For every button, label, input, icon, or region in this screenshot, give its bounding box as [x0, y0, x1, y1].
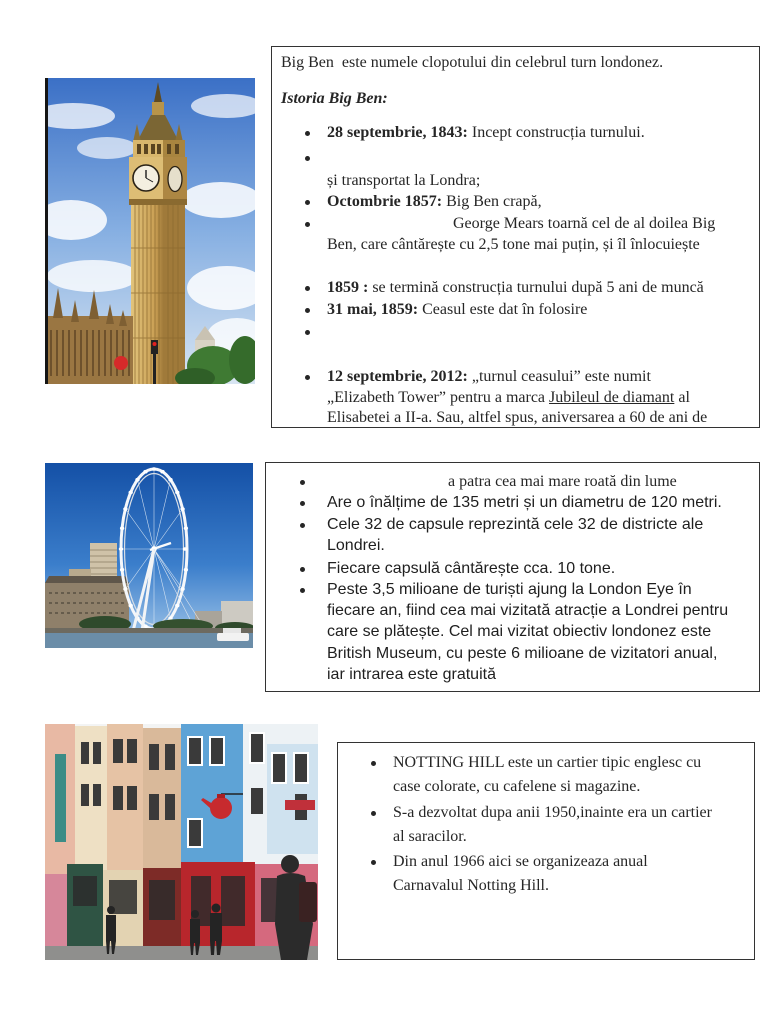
embankment	[45, 628, 253, 633]
fact-item: S-a dezvoltat dupa anii 1950,inainte era un cartier	[393, 804, 712, 821]
item-continuation: British Museum, cu peste 6 milioane de vizitatori anual,	[327, 645, 718, 662]
notting-hill-text-box	[337, 742, 755, 960]
tower-shaft-side	[163, 205, 185, 384]
fact-item: Cele 32 de capsule reprezintă cele 32 de districte ale	[327, 516, 704, 533]
item-text: Incept construcția turnului.	[467, 124, 645, 141]
jubilee-link[interactable]: Jubileul de diamant	[549, 389, 675, 406]
belfry-side	[163, 140, 185, 157]
side-clock-face	[168, 167, 182, 192]
county-hall-roof	[45, 576, 129, 583]
fact-item: Peste 3,5 milioane de turiști ajung la London Eye în	[327, 581, 692, 598]
teapot-lid	[217, 794, 225, 798]
item-text: Ceasul este dat în folosire	[418, 301, 588, 318]
fact-item: a patra cea mai mare roată din lume	[448, 473, 677, 490]
person-head	[191, 910, 199, 918]
bullet	[300, 523, 305, 528]
item-continuation: Carnavalul Notting Hill.	[393, 877, 549, 894]
person-head	[212, 904, 221, 913]
timeline-item	[327, 192, 542, 212]
item-text: „turnul ceasului” este numit	[467, 368, 651, 385]
timeline-item	[327, 367, 651, 387]
watermark-logo	[114, 356, 128, 370]
bullet	[305, 375, 310, 380]
bullet	[305, 200, 310, 205]
item-continuation: fiecare an, fiind cea mai vizitată atracție a Londrei pentru	[327, 602, 729, 619]
intro-text: Big Ben este numele clopotului din celebrul turn londonez.	[281, 54, 664, 71]
item-date: 1859 :	[327, 279, 369, 296]
person-head	[107, 906, 115, 914]
big-ben-photo	[45, 78, 255, 384]
item-continuation: Elisabetei a II-a. Sau, altfel spus, aniversarea a 60 de ani de	[327, 409, 708, 426]
shopfront-pink	[45, 874, 67, 946]
traffic-light-red	[153, 342, 157, 346]
timeline-item	[327, 123, 645, 143]
item-date: Octombrie 1857:	[327, 193, 443, 210]
item-date: 28 septembrie, 1843:	[327, 124, 468, 141]
bullet	[371, 860, 376, 865]
clock-tower	[129, 82, 187, 384]
bullet	[371, 761, 376, 766]
bullet	[305, 156, 310, 161]
backpack	[299, 882, 317, 922]
teapot-body	[210, 797, 232, 819]
image-left-edge	[45, 78, 48, 384]
bullet	[305, 330, 310, 335]
vertical-shop-sign	[55, 754, 66, 842]
item-date: 31 mai, 1859:	[327, 301, 419, 318]
tower-band	[129, 199, 187, 205]
item-continuation: al saracilor.	[393, 828, 467, 845]
item-continuation: iar intrarea este gratuită	[327, 666, 496, 683]
item-continuation: case colorate, cu cafelene si magazine.	[393, 778, 641, 795]
item-continuation: Ben, care cântărește cu 2,5 tone mai puțin, și îl înlocuiește	[327, 236, 700, 253]
history-heading: Istoria Big Ben:	[281, 90, 388, 107]
person-head	[281, 855, 299, 873]
bullet	[305, 308, 310, 313]
timeline-item	[327, 300, 587, 320]
cloud	[47, 260, 139, 292]
london-eye-photo	[45, 463, 253, 648]
fact-item: Fiecare capsulă cântărește cca. 10 tone.	[327, 560, 616, 577]
boat	[217, 633, 249, 641]
timeline-item: George Mears toarnă cel de al doilea Big	[453, 215, 716, 232]
bullet	[300, 480, 305, 485]
item-continuation: Londrei.	[327, 537, 385, 554]
item-date: 12 septembrie, 2012:	[327, 368, 468, 385]
bullet	[305, 131, 310, 136]
fact-item: Din anul 1966 aici se organizeaza anual	[393, 853, 648, 870]
big-ben-text-box	[271, 46, 760, 428]
notting-hill-photo	[45, 724, 318, 960]
item-continuation	[327, 388, 690, 408]
pavement	[45, 946, 318, 960]
fact-item: Are o înălțime de 135 metri și un diametru de 120 metri.	[327, 494, 722, 511]
fact-item: NOTTING HILL este un cartier tipic englesc cu	[393, 754, 702, 771]
lantern	[152, 102, 164, 115]
red-sign	[285, 800, 315, 810]
item-text: al	[674, 389, 690, 406]
timeline-item	[327, 278, 704, 298]
item-text: „Elizabeth Tower” pentru a marca	[327, 389, 550, 406]
palace-wall	[45, 316, 133, 384]
bullet	[305, 222, 310, 227]
item-continuation: și transportat la Londra;	[327, 172, 481, 189]
bullet	[371, 811, 376, 816]
bullet	[305, 286, 310, 291]
bullet	[300, 567, 305, 572]
cloud	[77, 137, 137, 159]
item-text: se termină construcția turnului după 5 ani de muncă	[368, 279, 704, 296]
bullet	[300, 588, 305, 593]
bullet	[300, 501, 305, 506]
item-text: Big Ben crapă,	[442, 193, 542, 210]
item-continuation: care se plătește. Cel mai vizitat obiectiv londonez este	[327, 623, 712, 640]
london-eye-text-box	[265, 462, 760, 692]
